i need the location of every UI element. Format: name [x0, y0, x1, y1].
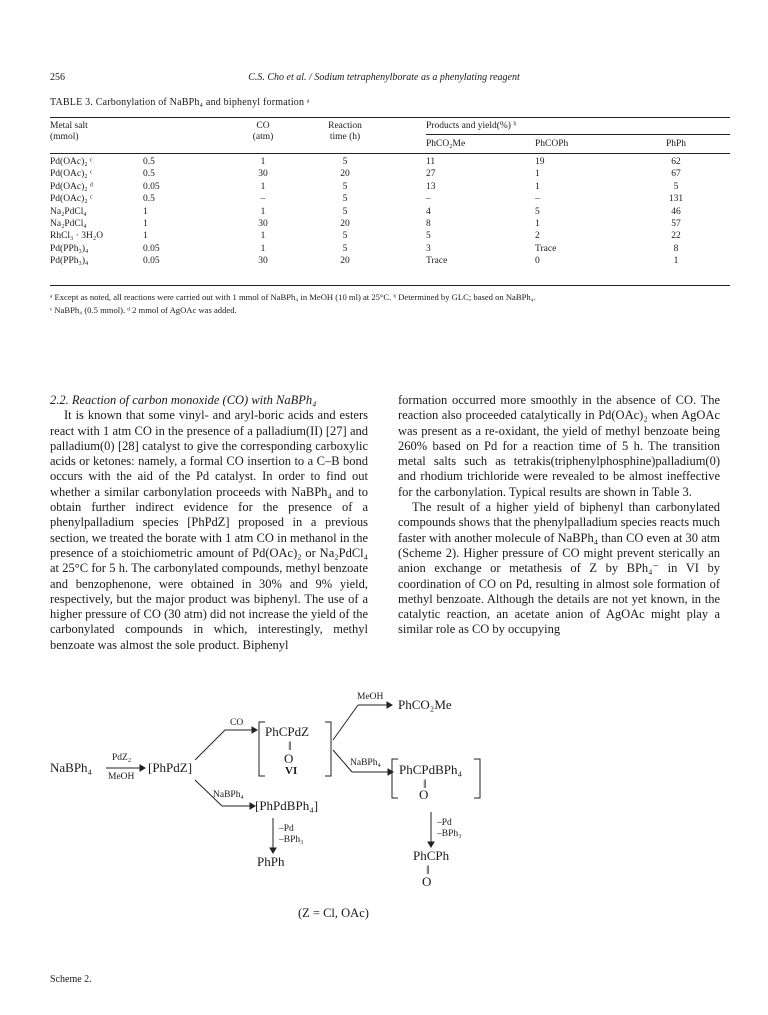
table-cell-mmol: 1 [143, 231, 148, 242]
table-cell-mmol: 1 [143, 206, 148, 217]
table-cell-p1: Trace [426, 256, 448, 267]
table-cell-time: 5 [342, 194, 348, 205]
col-header-reaction-time: Reaction time (h) [328, 121, 362, 142]
col-header-phco2me: PhCO₂Me [426, 139, 466, 149]
table-cell-time: 20 [340, 256, 350, 267]
table-cell-time: 20 [340, 219, 350, 229]
table-cell-p2: – [535, 194, 540, 205]
table-cell-p2: 1 [535, 219, 540, 229]
col-header-phph: PhPh [665, 139, 687, 149]
table-footnote-c: ᶜ NaBPh₄ (0.5 mmol). ᵈ 2 mmol of AgOAc was added. [50, 304, 237, 315]
scheme-phph: PhPh [257, 854, 285, 869]
table-cell-co: – [260, 194, 266, 205]
table-cell-salt: Pd(OAc)₂ ᵈ [50, 181, 93, 192]
scheme-oxygen-2: O [419, 787, 429, 802]
scheme-nabph4-reagent-2: NaBPh₄ [213, 790, 244, 800]
table-cell-p1: 5 [426, 231, 431, 242]
section-heading: 2.2. Reaction of carbon monoxide (CO) with NaBPh₄ [50, 393, 317, 407]
table-cell-time: 20 [340, 169, 350, 180]
table-cell-time: 5 [342, 181, 348, 192]
table-cell-p3: 5 [673, 181, 679, 192]
table-cell-co: 30 [258, 219, 268, 229]
scheme-phcph: PhCPh [413, 848, 450, 863]
table-cell-p3: 1 [673, 256, 679, 267]
running-head: C.S. Cho et al. / Sodium tetraphenylborate as a phenylating reagent [248, 72, 520, 83]
table-cell-p2: 2 [535, 231, 540, 242]
scheme-double-bond-3: ‖ [426, 862, 430, 877]
table-cell-salt: Pd(OAc)₂ ᶜ [50, 194, 93, 205]
col-header-metal-salt: Metal salt (mmol) [50, 121, 88, 142]
scheme-double-bond: ‖ [288, 738, 292, 753]
table-cell-p1: 8 [426, 219, 431, 229]
table-cell-co: 30 [258, 256, 268, 267]
table-cell-salt: Na₂PdCl₄ [50, 219, 87, 229]
table-cell-time: 5 [342, 206, 348, 217]
table-cell-p1: 3 [426, 243, 431, 254]
table-cell-co: 30 [258, 169, 268, 180]
table-cell-p1: 27 [426, 169, 436, 180]
table-cell-salt: Pd(OAc)₂ ᶜ [50, 157, 93, 167]
table-cell-p2: 5 [535, 206, 540, 217]
table-cell-p3: 67 [671, 169, 681, 180]
table-cell-p1: 13 [426, 181, 436, 192]
scheme-phcpdz: PhCPdZ [265, 724, 310, 739]
table-cell-p1: – [426, 194, 431, 205]
table-cell-p2: 0 [535, 256, 540, 267]
table-cell-co: 1 [260, 231, 266, 242]
table-cell-p2: Trace [535, 243, 557, 254]
table-cell-p1: 4 [426, 206, 431, 217]
scheme-phco2me: PhCO₂Me [398, 697, 452, 712]
table-cell-co: 1 [260, 181, 266, 192]
table-cell-p2: 1 [535, 181, 540, 192]
table-cell-p3: 62 [671, 157, 681, 167]
table-cell-co: 1 [260, 157, 266, 167]
scheme-z-note: (Z = Cl, OAc) [298, 906, 369, 920]
scheme-phpdz: [PhPdZ] [148, 760, 193, 775]
scheme-caption: Scheme 2. [50, 974, 92, 985]
scheme-minus-pd-2: –Pd [437, 818, 452, 828]
table-cell-salt: Pd(OAc)₂ ᶜ [50, 169, 93, 180]
table-cell-mmol: 0.05 [143, 256, 160, 267]
scheme-oxygen: O [284, 751, 294, 766]
table-cell-time: 5 [342, 243, 348, 254]
paragraph: The result of a higher yield of biphenyl than carbonylated compounds shows that the phenylpalladium species reacts much faster with another molecule of NaBPh₄ than CO even at 30 atm (Scheme 2). Higher pressure of CO might prevent sterically an anion exchange or metathesis of Z by BPh₄⁻ in VI by coordination of CO on Pd, resulting in almost sole formation of methyl benzoate. Although the details are not yet known, in the catalytic reaction, an acetate anion of AgOAc might play a similar role as CO by occupying [398, 500, 720, 637]
table-cell-time: 5 [342, 157, 348, 167]
scheme-phpdbph4: [PhPdBPh₄] [255, 798, 319, 813]
scheme-nabph4: NaBPh₄ [50, 760, 93, 775]
table-cell-mmol: 0.5 [143, 194, 155, 205]
table-cell-mmol: 0.05 [143, 181, 160, 192]
table-caption: TABLE 3. Carbonylation of NaBPh₄ and biphenyl formation ᵃ [50, 97, 310, 108]
scheme-pdz2: PdZ₂ [112, 753, 132, 763]
scheme-minus-bph3-2: –BPh₃ [437, 829, 462, 839]
table-cell-salt: Pd(PPh₃)₄ [50, 243, 89, 254]
table-cell-mmol: 0.5 [143, 169, 155, 180]
table-cell-co: 1 [260, 243, 266, 254]
page-number: 256 [50, 72, 65, 83]
scheme-phcpdbph4: PhCPdBPh₄ [399, 762, 463, 777]
scheme-label-vi: VI [285, 765, 298, 777]
table-cell-mmol: 1 [143, 219, 148, 229]
table-cell-p2: 19 [535, 157, 545, 167]
paragraph: formation occurred more smoothly in the absence of CO. The reaction also proceeded catalytically in Pd(OAc)₂ when AgOAc was present as a re-oxidant, the yield of methyl benzoate being 260% based on Pd for a reaction time of 5 h. The transition metal salts such as tetrakis(triphenylphosphine)palladium(0) and rhodium trichloride were revealed to be almost ineffective for the carbonylation. Typical results are shown in Table 3. [398, 393, 720, 499]
table-cell-mmol: 0.05 [143, 243, 160, 254]
scheme-meoh: MeOH [108, 772, 135, 782]
table-cell-salt: Na₂PdCl₄ [50, 206, 87, 217]
table-cell-p2: 1 [535, 169, 540, 180]
scheme-meoh-2: MeOH [357, 692, 384, 702]
table-cell-mmol: 0.5 [143, 157, 155, 167]
table-cell-p3: 131 [668, 194, 684, 205]
table-cell-p3: 22 [671, 231, 681, 242]
table-cell-p1: 11 [426, 157, 436, 167]
table-cell-p3: 46 [671, 206, 681, 217]
table-cell-co: 1 [260, 206, 266, 217]
scheme-minus-pd: –Pd [279, 824, 294, 834]
col-header-co: CO (atm) [252, 121, 274, 142]
paragraph: It is known that some vinyl- and aryl-boric acids and esters react with 1 atm CO in the presence of a palladium(II) [27] and palladium(0) [28] catalyst to give the corresponding carboxylic acids or ketones: namely, a formal CO insertion to a C–B bond occurs with the aid of the Pd catalyst. In order to find out whether a similar carbonylation proceeds with NaBPh₄ and to obtain further indirect evidence for the presence of a phenylpalladium species [PhPdZ] proposed in a previous section, we treated the borate with 1 atm CO in methanol in the presence of a stoichiometric amount of Pd(OAc)₂ or Na₂PdCl₄ at 25°C for 5 h. The carbonylated compounds, methyl benzoate and benzophenone, were obtained in 30% and 9% yield, respectively, but the major product was biphenyl. The use of a higher pressure of CO (30 atm) did not increase the yield of the carbonylated compounds in which, interestingly, methyl benzoate was almost the sole product. Biphenyl [50, 408, 368, 652]
scheme-oxygen-3: O [422, 874, 432, 889]
scheme-minus-bph3: –BPh₃ [279, 835, 304, 845]
scheme-co: CO [230, 718, 244, 728]
table-cell-p3: 57 [671, 219, 681, 229]
table-cell-time: 5 [342, 231, 348, 242]
table-cell-p3: 8 [673, 243, 679, 254]
table-cell-salt: Pd(PPh₃)₄ [50, 256, 89, 267]
col-header-products: Products and yield(%) ᵇ [426, 121, 517, 131]
table-cell-salt: RhCl₃ · 3H₂O [50, 231, 104, 242]
col-header-phcoph: PhCOPh [535, 139, 569, 149]
scheme-double-bond-2: ‖ [423, 776, 427, 791]
table-footnote-a: ᵃ Except as noted, all reactions were carried out with 1 mmol of NaBPh₄ in MeOH (10 ml) at 25°C. ᵇ Determined by GLC; based on NaBPh₄. [50, 292, 536, 302]
scheme-nabph4-reagent: NaBPh₄ [350, 758, 381, 768]
